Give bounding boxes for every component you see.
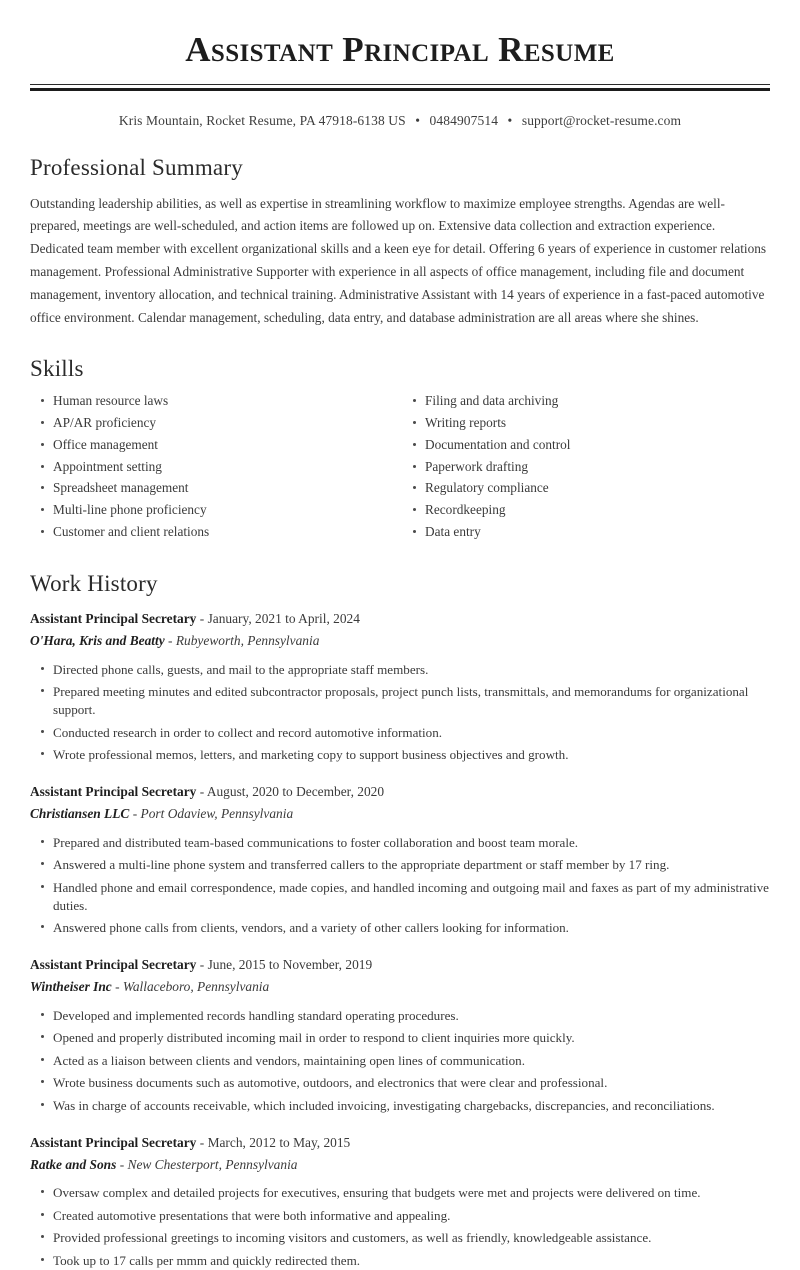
list-item: Office management [30, 436, 400, 454]
divider-thick-line [30, 88, 770, 91]
list-item: Oversaw complex and detailed projects for executives, ensuring that budgets were met and projects were delivered on time. [30, 1184, 770, 1202]
job-bullet-list [30, 661, 770, 765]
list-item: Paperwork drafting [400, 458, 770, 476]
list-item: Data entry [400, 523, 770, 541]
contact-phone: 0484907514 [429, 113, 499, 129]
list-item: Prepared meeting minutes and edited subcontractor proposals, project punch lists, transmittals, and memorandums for organizational support. [30, 683, 770, 719]
job-bullet-list [30, 1007, 770, 1115]
job-separator: - [199, 1134, 205, 1150]
summary-paragraph: Outstanding leadership abilities, as well as expertise in streamlining workflow to maximize employee strengths. Agendas are well-prepared, meetings are well-scheduled, and action items are followed up on. Extensive data collection and extraction experience. Dedicated team member with excellent organizational skills and a keen eye for detail. Offering 6 years of experience in customer relations management. Professional Administrative Supporter with experience in all aspects of office management, including file and document management, inventory allocation, and technical training. Administrative Assistant with 14 years of experience in a fast-paced automotive office environment. Calendar management, scheduling, data entry, and database administration are all areas where she shines. [30, 195, 767, 325]
list-item: Filing and data archiving [400, 392, 770, 410]
list-item: Documentation and control [400, 436, 770, 454]
job-company: Christiansen LLC [30, 806, 130, 822]
contact-email: support@rocket-resume.com [521, 113, 682, 129]
job-separator: - [119, 1157, 125, 1173]
list-item: Opened and properly distributed incoming mail in order to respond to client inquiries more quickly. [30, 1029, 770, 1047]
list-item: Was in charge of accounts receivable, which included invoicing, investigating chargebacks, discrepancies, and reconciliations. [30, 1097, 770, 1115]
contact-separator-1: • [415, 113, 421, 129]
job-separator: - [132, 806, 138, 822]
job-title: Assistant Principal Secretary [30, 784, 197, 800]
list-item: Directed phone calls, guests, and mail to the appropriate staff members. [30, 661, 770, 679]
skills-column-right [400, 392, 770, 545]
list-item: Answered a multi-line phone system and transferred callers to the appropriate department or staff member by 17 ring. [30, 856, 770, 874]
job-bullet-list [30, 1184, 770, 1270]
job-title: Assistant Principal Secretary [30, 1134, 197, 1150]
list-item: Provided professional greetings to incoming visitors and customers, as well as friendly, knowledgeable assistance. [30, 1229, 770, 1247]
job-title-line [30, 955, 770, 975]
job-entry [30, 782, 770, 937]
contact-address: Kris Mountain, Rocket Resume, PA 47918-6138 US [118, 113, 406, 129]
job-dates: June, 2015 to November, 2019 [207, 957, 373, 973]
list-item: Writing reports [400, 414, 770, 432]
list-item: Developed and implemented records handling standard operating procedures. [30, 1007, 770, 1025]
job-company: O'Hara, Kris and Beatty [30, 633, 165, 649]
job-company-line [30, 631, 770, 651]
list-item: Human resource laws [30, 392, 400, 410]
contact-separator-2: • [507, 113, 513, 129]
job-title-line [30, 782, 770, 802]
job-title-line [30, 1133, 770, 1153]
job-dates: January, 2021 to April, 2024 [207, 611, 360, 627]
job-separator: - [199, 957, 205, 973]
job-title: Assistant Principal Secretary [30, 611, 197, 627]
list-item: Regulatory compliance [400, 479, 770, 497]
job-title: Assistant Principal Secretary [30, 957, 197, 973]
skills-section [30, 356, 770, 545]
skills-columns [30, 392, 770, 545]
list-item: Conducted research in order to collect and record automotive information. [30, 724, 770, 742]
skills-list-right [400, 392, 770, 541]
job-title-line [30, 609, 770, 629]
job-location: New Chesterport, Pennsylvania [127, 1157, 298, 1173]
list-item: Created automotive presentations that were both informative and appealing. [30, 1207, 770, 1225]
job-separator: - [199, 611, 205, 627]
job-separator: - [115, 979, 120, 995]
job-entry [30, 955, 770, 1115]
job-company: Wintheiser Inc [30, 979, 112, 995]
job-bullet-list [30, 834, 770, 938]
section-heading-work-history: Work History [30, 571, 158, 597]
work-history-section [30, 571, 770, 1270]
job-entry [30, 609, 770, 764]
job-company-line [30, 977, 770, 997]
list-item: Wrote business documents such as automotive, outdoors, and electronics that were clear and professional. [30, 1074, 770, 1092]
list-item: Spreadsheet management [30, 479, 400, 497]
list-item: Appointment setting [30, 458, 400, 476]
list-item: Multi-line phone proficiency [30, 501, 400, 519]
job-dates: August, 2020 to December, 2020 [206, 784, 385, 800]
skills-list-left [30, 392, 400, 541]
job-location: Wallaceboro, Pennsylvania [122, 979, 270, 995]
skills-column-left [30, 392, 400, 545]
job-location: Port Odaview, Pennsylvania [140, 806, 294, 822]
contact-info [30, 113, 770, 129]
list-item: Customer and client relations [30, 523, 400, 541]
job-separator: - [168, 633, 173, 649]
job-location: Rubyeworth, Pennsylvania [175, 633, 320, 649]
job-dates: March, 2012 to May, 2015 [207, 1134, 351, 1150]
list-item: AP/AR proficiency [30, 414, 400, 432]
job-company: Ratke and Sons [30, 1157, 117, 1173]
job-company-line [30, 804, 770, 824]
list-item: Prepared and distributed team-based communications to foster collaboration and boost team morale. [30, 834, 770, 852]
job-entry [30, 1133, 770, 1270]
list-item: Handled phone and email correspondence, made copies, and handled incoming and outgoing mail and faxes as part of my administrative duties. [30, 879, 770, 915]
list-item: Recordkeeping [400, 501, 770, 519]
job-company-line [30, 1155, 770, 1175]
section-heading-summary: Professional Summary [30, 155, 243, 181]
section-heading-skills: Skills [30, 355, 84, 381]
header-divider [30, 84, 770, 91]
job-separator: - [199, 784, 205, 800]
list-item: Answered phone calls from clients, vendors, and a variety of other callers looking for information. [30, 919, 770, 937]
page-title: Assistant Principal Resume [185, 30, 615, 69]
list-item: Acted as a liaison between clients and vendors, maintaining open lines of communication. [30, 1052, 770, 1070]
list-item: Wrote professional memos, letters, and marketing copy to support business objectives and growth. [30, 746, 770, 764]
professional-summary-section [30, 155, 770, 329]
list-item: Took up to 17 calls per mmm and quickly redirected them. [30, 1252, 770, 1270]
